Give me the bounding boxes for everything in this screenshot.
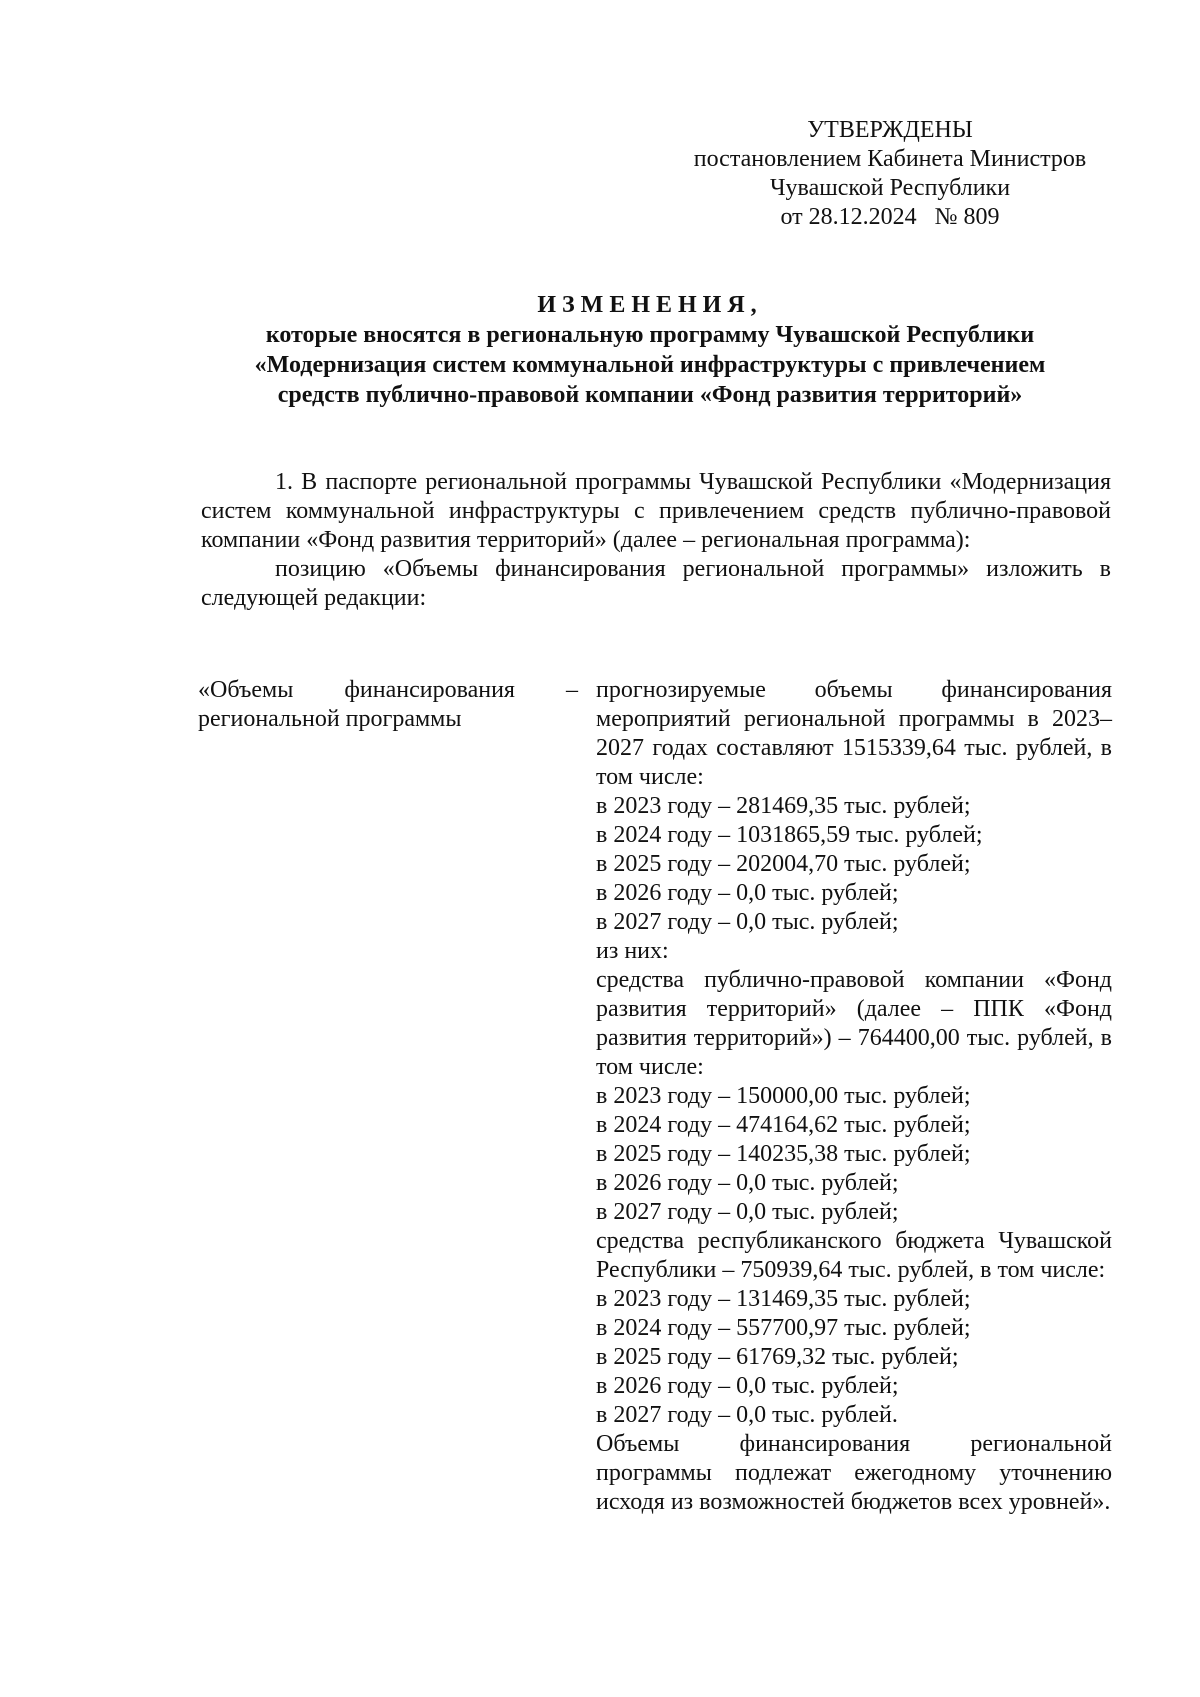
- total-financing: прогнозируемые объемы финансирования мероприятий региональной программы в 2023–2027 годах составляют 1515339,64 тыс. рублей, в том числе:: [596, 677, 1112, 790]
- approval-region: Чувашской Республики: [769, 175, 1011, 201]
- position-label-line-2: региональной программы: [198, 706, 462, 732]
- total-year-2027: в 2027 году – 0,0 тыс. рублей;: [596, 909, 899, 935]
- position-word-2: финансирования: [344, 677, 515, 703]
- document-heading: [200, 290, 1100, 410]
- fund-year-2024: в 2024 году – 474164,62 тыс. рублей;: [596, 1112, 971, 1138]
- position-label-line-1: [198, 676, 578, 705]
- budget-year-2027: в 2027 году – 0,0 тыс. рублей.: [596, 1402, 898, 1428]
- total-year-2024: в 2024 году – 1031865,59 тыс. рублей;: [596, 822, 983, 848]
- fund-year-2023: в 2023 году – 150000,00 тыс. рублей;: [596, 1083, 971, 1109]
- approval-date-number: от 28.12.2024 № 809: [780, 204, 1000, 230]
- intro-paragraph-2: позицию «Объемы финансирования региональной программы» изложить в следующей редакции:: [201, 556, 1111, 611]
- budget-year-2023: в 2023 году – 131469,35 тыс. рублей;: [596, 1286, 971, 1312]
- heading-line-2: «Модернизация систем коммунальной инфраструктуры с привлечением: [254, 352, 1046, 378]
- budget-year-2026: в 2026 году – 0,0 тыс. рублей;: [596, 1373, 899, 1399]
- budget-financing: средства республиканского бюджета Чувашской Республики – 750939,64 тыс. рублей, в том числе:: [596, 1228, 1112, 1283]
- approval-block: [670, 116, 1110, 232]
- fund-year-2025: в 2025 году – 140235,38 тыс. рублей;: [596, 1141, 971, 1167]
- financing-details: [596, 676, 1112, 1517]
- fund-financing: средства публично-правовой компании «Фонд развития территорий» (далее – ППК «Фонд развития территорий») – 764400,00 тыс. рублей, в том числе:: [596, 967, 1112, 1080]
- approval-issuer: постановлением Кабинета Министров: [693, 146, 1087, 172]
- closing-note: Объемы финансирования региональной программы подлежат ежегодному уточнению исходя из возможностей бюджетов всех уровней».: [596, 1431, 1112, 1515]
- of-them-label: из них:: [596, 938, 669, 964]
- total-year-2025: в 2025 году – 202004,70 тыс. рублей;: [596, 851, 971, 877]
- budget-year-2025: в 2025 году – 61769,32 тыс. рублей;: [596, 1344, 959, 1370]
- fund-year-2026: в 2026 году – 0,0 тыс. рублей;: [596, 1170, 899, 1196]
- position-label: [198, 676, 578, 734]
- total-year-2023: в 2023 году – 281469,35 тыс. рублей;: [596, 793, 971, 819]
- intro-paragraph-1: 1. В паспорте региональной программы Чувашской Республики «Модернизация систем коммунальной инфраструктуры с привлечением средств публично-правовой компании «Фонд развития территорий» (далее – региональная программа):: [201, 469, 1111, 553]
- intro-section: [201, 468, 1111, 613]
- position-dash: –: [565, 677, 578, 703]
- heading-title: ИЗМЕНЕНИЯ,: [537, 292, 763, 318]
- fund-year-2027: в 2027 году – 0,0 тыс. рублей;: [596, 1199, 899, 1225]
- position-word-1: «Объемы: [198, 677, 294, 703]
- budget-year-2024: в 2024 году – 557700,97 тыс. рублей;: [596, 1315, 971, 1341]
- approval-title: УТВЕРЖДЕНЫ: [807, 117, 973, 143]
- total-year-2026: в 2026 году – 0,0 тыс. рублей;: [596, 880, 899, 906]
- heading-line-1: которые вносятся в региональную программу Чувашской Республики: [265, 322, 1035, 348]
- heading-line-3: средств публично-правовой компании «Фонд развития территорий»: [277, 382, 1023, 408]
